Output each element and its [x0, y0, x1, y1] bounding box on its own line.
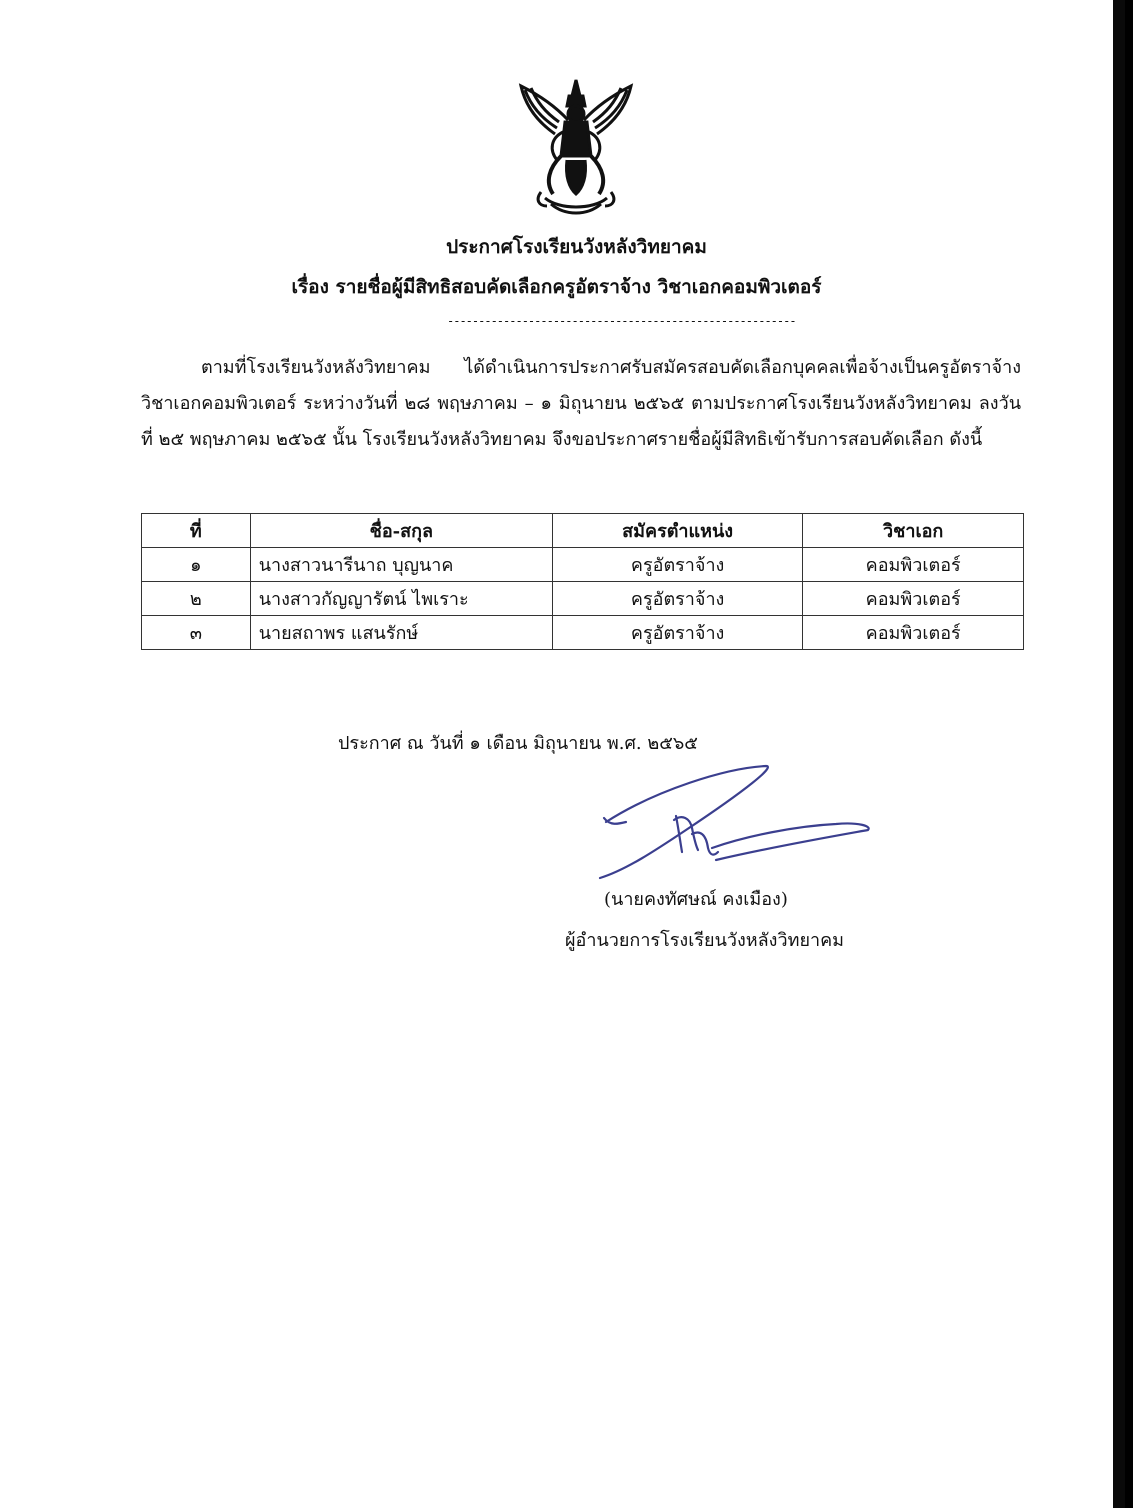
- row-major: คอมพิวเตอร์: [803, 582, 1024, 616]
- page-edge-shadow: [1113, 0, 1125, 1508]
- row-name: นายสถาพร แสนรักษ์: [250, 616, 552, 650]
- announcement-heading: ประกาศโรงเรียนวังหลังวิทยาคม: [446, 236, 707, 258]
- header-no: ที่: [142, 514, 251, 548]
- header-position: สมัครตำแหน่ง: [552, 514, 802, 548]
- handwritten-signature-icon: [596, 760, 876, 880]
- announcement-date: ประกาศ ณ วันที่ ๑ เดือน มิถุนายน พ.ศ. ๒๕๖๕: [338, 733, 698, 754]
- row-number: ๑: [142, 548, 251, 582]
- row-number: ๒: [142, 582, 251, 616]
- announcement-body-text: ตามที่โรงเรียนวังหลังวิทยาคม ได้ดำเนินการประกาศรับสมัครสอบคัดเลือกบุคคลเพื่อจ้างเป็นครูอัตราจ้าง วิชาเอกคอมพิวเตอร์ ระหว่างวันที่ ๒๘ พฤษภาคม – ๑ มิถุนายน ๒๕๖๕ ตามประกาศโรงเรียนวังหลังวิทยาคม ลงวันที่ ๒๕ พฤษภาคม ๒๕๖๕ นั้น โรงเรียนวังหลังวิทยาคม จึงขอประกาศรายชื่อผู้มีสิทธิเข้ารับการสอบคัดเลือก ดังนี้: [141, 357, 1021, 450]
- garuda-emblem-icon: [515, 76, 637, 218]
- signer-position: ผู้อำนวยการโรงเรียนวังหลังวิทยาคม: [565, 930, 845, 951]
- row-name: นางสาวกัญญารัตน์ ไพเราะ: [250, 582, 552, 616]
- announcement-body: [141, 350, 1021, 458]
- table-row: [142, 548, 1024, 582]
- table-row: [142, 582, 1024, 616]
- table-row: [142, 616, 1024, 650]
- row-major: คอมพิวเตอร์: [803, 548, 1024, 582]
- row-position: ครูอัตราจ้าง: [552, 616, 802, 650]
- table-header-row: [142, 514, 1024, 548]
- row-position: ครูอัตราจ้าง: [552, 582, 802, 616]
- signer-name: (นายคงทัศษณ์ คงเมือง): [604, 889, 788, 910]
- title-divider: --------------------------------------------------------: [447, 314, 796, 328]
- row-position: ครูอัตราจ้าง: [552, 548, 802, 582]
- row-number: ๓: [142, 616, 251, 650]
- header-name: ชื่อ-สกุล: [250, 514, 552, 548]
- row-major: คอมพิวเตอร์: [803, 616, 1024, 650]
- announcement-subject: เรื่อง รายชื่อผู้มีสิทธิสอบคัดเลือกครูอัตราจ้าง วิชาเอกคอมพิวเตอร์: [291, 276, 822, 298]
- row-name: นางสาวนารีนาถ บุญนาค: [250, 548, 552, 582]
- header-major: วิชาเอก: [803, 514, 1024, 548]
- candidate-table: [141, 513, 1024, 650]
